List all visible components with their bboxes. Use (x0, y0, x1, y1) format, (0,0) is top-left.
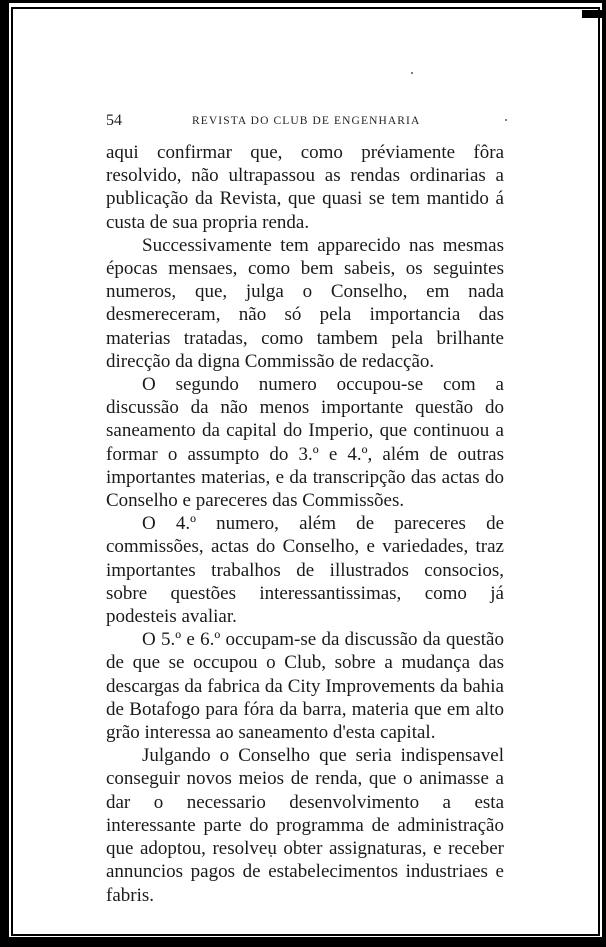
speck-mark (411, 72, 413, 74)
scan-edge-mark (582, 10, 602, 18)
paragraph: O 5.º e 6.º occupam-se da discussão da questão de que se occupou o Club, sobre a mudança das descargas da fabrica da City Improvements da bahia de Botafogo para fóra da barra, materia que em alto grão interessa ao saneamento d'esta capital. (106, 629, 504, 744)
page-header (106, 112, 506, 136)
running-title: REVISTA DO CLUB DE ENGENHARIA (192, 115, 421, 127)
paragraph: Successivamente tem apparecido nas mesmas épocas mensaes, como bem sabeis, os seguintes numeros, que, julga o Conselho, em nada desmereceram, não só pela importancia das materias tratadas, como tambem pela brilhante direcção da digna Commissão de redacção. (106, 234, 504, 372)
body-text (106, 141, 504, 907)
paragraph: aqui confirmar que, como préviamente fôra resolvido, não ultrapassou as rendas ordinarias a publicação da Revista, que quasi se tem mantido á custa de sua propria renda. (106, 142, 504, 233)
paragraph: Julgando o Conselho que seria indispensavel conseguir novos meios de renda, que o animasse a dar o necessario desenvolvimento a esta interessante parte do programma de administração que adoptou, resolveu obter assignaturas, e receber annuncios pagos de estabelecimentos industriaes e fabris. (106, 745, 504, 906)
paragraph: O 4.º numero, além de pareceres de commissões, actas do Conselho, e variedades, traz importantes trabalhos de illustrados consocios, sobre questões interessantissimas, como já podesteis avaliar. (106, 513, 504, 628)
paragraph: O segundo numero occupou-se com a discussão da não menos importante questão do saneamento da capital do Imperio, que continuou a formar o assumpto do 3.º e 4.º, além de outras importantes materias, e da transcripção das actas do Conselho e pareceres das Commissões. (106, 374, 504, 512)
page-number: 54 (106, 112, 122, 129)
